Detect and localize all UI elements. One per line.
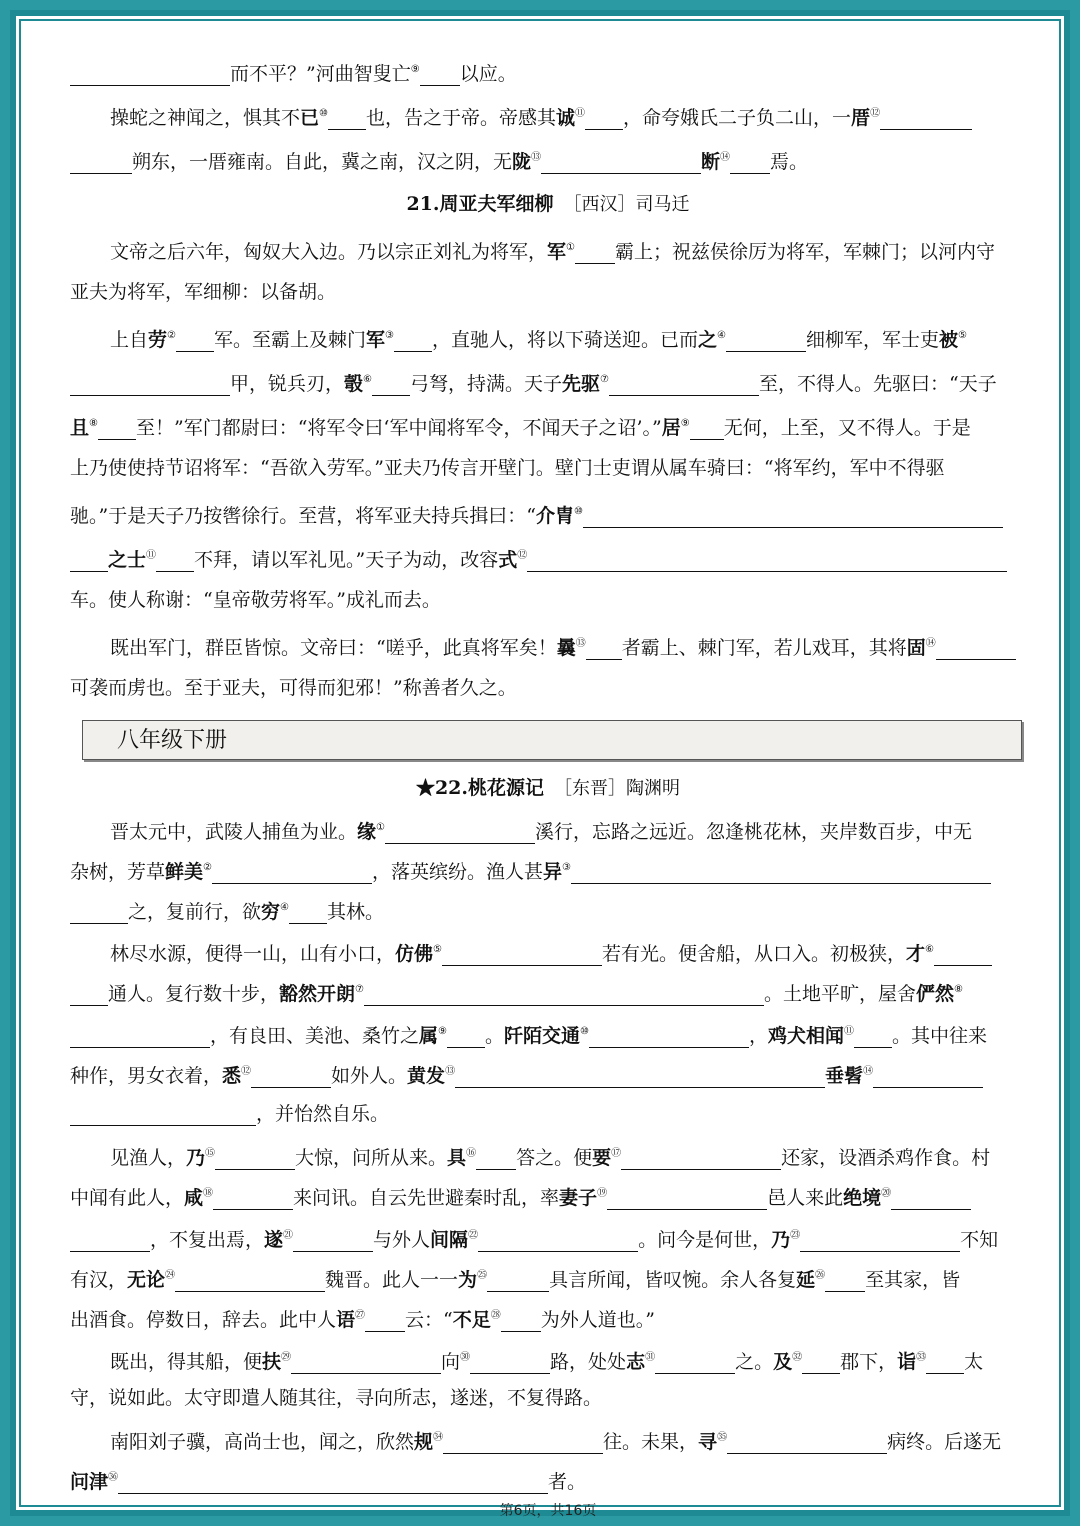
- fill-blank[interactable]: [365, 1309, 405, 1332]
- text-line: 而不平？”河曲智叟亡⑨ 以应。: [70, 54, 1042, 86]
- fill-blank[interactable]: [655, 1351, 735, 1374]
- fill-blank[interactable]: [476, 1147, 516, 1170]
- fill-blank[interactable]: [156, 549, 194, 572]
- fill-blank[interactable]: [470, 1351, 550, 1374]
- text-line: 车。使人称谢：“皇帝敬劳将军。”成礼而去。: [70, 589, 441, 611]
- text-line: 出酒食。停数日，辞去。此中人语$^㉗$ 云：“不足$^㉘$ 为外人道也。”: [70, 1309, 655, 1331]
- text-line: ，有良田、美池、桑竹之属⑨ 。阡陌交通⑩ ，鸡犬相闻⑪ 。其中往来: [70, 1016, 1042, 1048]
- fill-blank[interactable]: [585, 107, 623, 130]
- text-line: ，不复出焉，遂$^㉑$ 与外人间隔$^㉒$ 。问今是何世，乃$^㉓$ 不知: [70, 1220, 1042, 1252]
- text-line: 驰。”于是天子乃按辔徐行。至营，将军亚夫持兵揖曰：“介胄⑩: [70, 496, 1042, 528]
- fill-blank[interactable]: [98, 417, 136, 440]
- fill-blank[interactable]: [364, 983, 764, 1006]
- fill-blank[interactable]: [291, 1351, 441, 1374]
- fill-blank[interactable]: [575, 241, 615, 264]
- worksheet-page: [54, 34, 1042, 1519]
- grade-banner: 八年级下册: [82, 720, 1022, 760]
- fill-blank[interactable]: [527, 549, 1007, 572]
- fill-blank[interactable]: [621, 1147, 781, 1170]
- text-line: 问津$^㊱$ 者。: [70, 1471, 587, 1493]
- fill-blank[interactable]: [293, 1229, 373, 1252]
- fill-blank[interactable]: [328, 107, 366, 130]
- text-line: 操蛇之神闻之，惧其不已⑩ 也，告之于帝。帝感其诚⑪ ，命夸娥氏二子负二山，一厝⑫: [110, 98, 1042, 130]
- text-line: 可袭而虏也。至于亚夫，可得而犯邪！”称善者久之。: [70, 677, 517, 699]
- text-line: 朔东，一厝雍南。自此，冀之南，汉之阴，无陇⑬ 断⑭ 焉。: [70, 142, 1042, 174]
- fill-blank[interactable]: [825, 1269, 865, 1292]
- text-line: 见渔人，乃⑮ 大惊，问所从来。具⑯ 答之。便要⑰ 还家，设酒杀鸡作食。村: [110, 1147, 991, 1169]
- fill-blank[interactable]: [607, 1187, 767, 1210]
- fill-blank[interactable]: [70, 549, 108, 572]
- fill-blank[interactable]: [586, 637, 622, 660]
- fill-blank[interactable]: [213, 1187, 293, 1210]
- fill-blank[interactable]: [70, 1025, 210, 1048]
- fill-blank[interactable]: [589, 1025, 749, 1048]
- fill-blank[interactable]: [802, 1351, 840, 1374]
- page-number: 第6页，共16页: [499, 1503, 597, 1519]
- fill-blank[interactable]: [541, 151, 701, 174]
- text-line: 通人。复行数十步，豁然开朗⑦ 。土地平旷，屋舍俨然⑧: [70, 974, 1042, 1006]
- text-line: 既出，得其船，便扶$^㉙$ 向$^㉚$ 路，处处志$^㉛$ 之。及$^㉜$ 郡下，诣$^㉝$ 太: [110, 1351, 984, 1373]
- text-line: 上乃使使持节诏将军：“吾欲入劳军。”亚夫乃传言开壁门。壁门士吏谓从属车骑曰：“将军约，军中不得驱: [70, 457, 945, 479]
- fill-blank[interactable]: [501, 1309, 541, 1332]
- fill-blank[interactable]: [891, 1187, 971, 1210]
- fill-blank[interactable]: [175, 1269, 325, 1292]
- fill-blank[interactable]: [487, 1269, 549, 1292]
- text-line: 有汉，无论$^㉔$ 魏晋。此人一一为$^㉕$ 具言所闻，皆叹惋。余人各复延$^㉖$ 至其家，皆: [70, 1269, 961, 1291]
- fill-blank[interactable]: [215, 1147, 295, 1170]
- text-line: 之，复前行，欲穷④ 其林。: [70, 892, 1042, 924]
- text-line: 种作，男女衣着，悉⑫ 如外人。黄发⑬ 垂髫⑭: [70, 1056, 1042, 1088]
- text-line: 甲，锐兵刃，彀⑥ 弓弩，持满。天子先驱⑦ 至，不得人。先驱曰：“天子: [70, 364, 1042, 396]
- text-line: 上自劳② 军。至霸上及棘门军③ ，直驰人，将以下骑送迎。已而之④ 细柳军，军士吏被⑤: [110, 329, 967, 351]
- fill-blank[interactable]: [70, 901, 128, 924]
- fill-blank[interactable]: [690, 417, 724, 440]
- fill-blank[interactable]: [212, 861, 372, 884]
- text-line: 杂树，芳草鲜美② ，落英缤纷。渔人甚异③: [70, 852, 1042, 884]
- text-line: 既出军门，群臣皆惊。文帝曰：“嗟乎，此真将军矣！曩⑬ 者霸上、棘门军，若儿戏耳，其将固⑭: [110, 628, 1042, 660]
- text-line: 晋太元中，武陵人捕鱼为业。缘① 溪行，忘路之远近。忽逢桃花林，夹岸数百步，中无: [110, 821, 973, 843]
- fill-blank[interactable]: [420, 63, 460, 86]
- fill-blank[interactable]: [609, 373, 759, 396]
- text-line: 林尽水源，便得一山，山有小口，仿佛⑤ 若有光。便舍船，从口入。初极狭，才⑥: [110, 934, 1042, 966]
- page-frame: [10, 10, 1070, 1519]
- fill-blank[interactable]: [442, 943, 602, 966]
- text-line: 文帝之后六年，匈奴大入边。乃以宗正刘礼为将军，军① 霸上；祝兹侯徐厉为将军，军棘门；以河内守: [110, 241, 996, 263]
- section-title: 21.周亚夫军细柳 ［西汉］司马迁: [406, 193, 690, 215]
- fill-blank[interactable]: [385, 821, 535, 844]
- fill-blank[interactable]: [372, 373, 410, 396]
- fill-blank[interactable]: [854, 1025, 892, 1048]
- fill-blank[interactable]: [70, 1229, 150, 1252]
- fill-blank[interactable]: [394, 329, 432, 352]
- fill-blank[interactable]: [70, 983, 108, 1006]
- fill-blank[interactable]: [730, 151, 770, 174]
- fill-blank[interactable]: [727, 1431, 887, 1454]
- fill-blank[interactable]: [118, 1471, 548, 1494]
- fill-blank[interactable]: [478, 1229, 638, 1252]
- section-title: ★22.桃花源记 ［东晋］陶渊明: [415, 777, 681, 799]
- fill-blank[interactable]: [934, 943, 992, 966]
- fill-blank[interactable]: [70, 1103, 256, 1126]
- text-line: 亚夫为将军，军细柳：以备胡。: [70, 281, 337, 303]
- fill-blank[interactable]: [873, 1065, 983, 1088]
- fill-blank[interactable]: [251, 1065, 331, 1088]
- fill-blank[interactable]: [70, 373, 230, 396]
- text-line: 中闻有此人，咸⑱ 来问讯。自云先世避秦时乱，率妻子⑲ 邑人来此绝境⑳: [70, 1178, 1042, 1210]
- fill-blank[interactable]: [800, 1229, 960, 1252]
- text-line: 且⑧ 至！”军门都尉曰：“将军令曰‘军中闻将军令，不闻天子之诏’。”居⑨ 无何，上至，又不得人。于是: [70, 417, 971, 439]
- fill-blank[interactable]: [455, 1065, 825, 1088]
- fill-blank[interactable]: [583, 505, 1003, 528]
- fill-blank[interactable]: [936, 637, 1016, 660]
- fill-blank[interactable]: [447, 1025, 485, 1048]
- fill-blank[interactable]: [70, 63, 230, 86]
- fill-blank[interactable]: [571, 861, 991, 884]
- fill-blank[interactable]: [70, 151, 132, 174]
- fill-blank[interactable]: [289, 901, 327, 924]
- fill-blank[interactable]: [726, 329, 806, 352]
- text-line: ，并怡然自乐。: [70, 1098, 1042, 1130]
- fill-blank[interactable]: [880, 107, 972, 130]
- text-line: 南阳刘子骥，高尚士也，闻之，欣然规$^㉞$ 往。未果，寻$^㉟$ 病终。后遂无: [110, 1431, 1002, 1453]
- fill-blank[interactable]: [176, 329, 214, 352]
- fill-blank[interactable]: [443, 1431, 603, 1454]
- text-line: 守，说如此。太守即遣人随其往，寻向所志，遂迷，不复得路。: [70, 1387, 603, 1409]
- text-line: 之士⑪ 不拜，请以军礼见。”天子为动，改容式⑫: [70, 540, 1042, 572]
- fill-blank[interactable]: [926, 1351, 964, 1374]
